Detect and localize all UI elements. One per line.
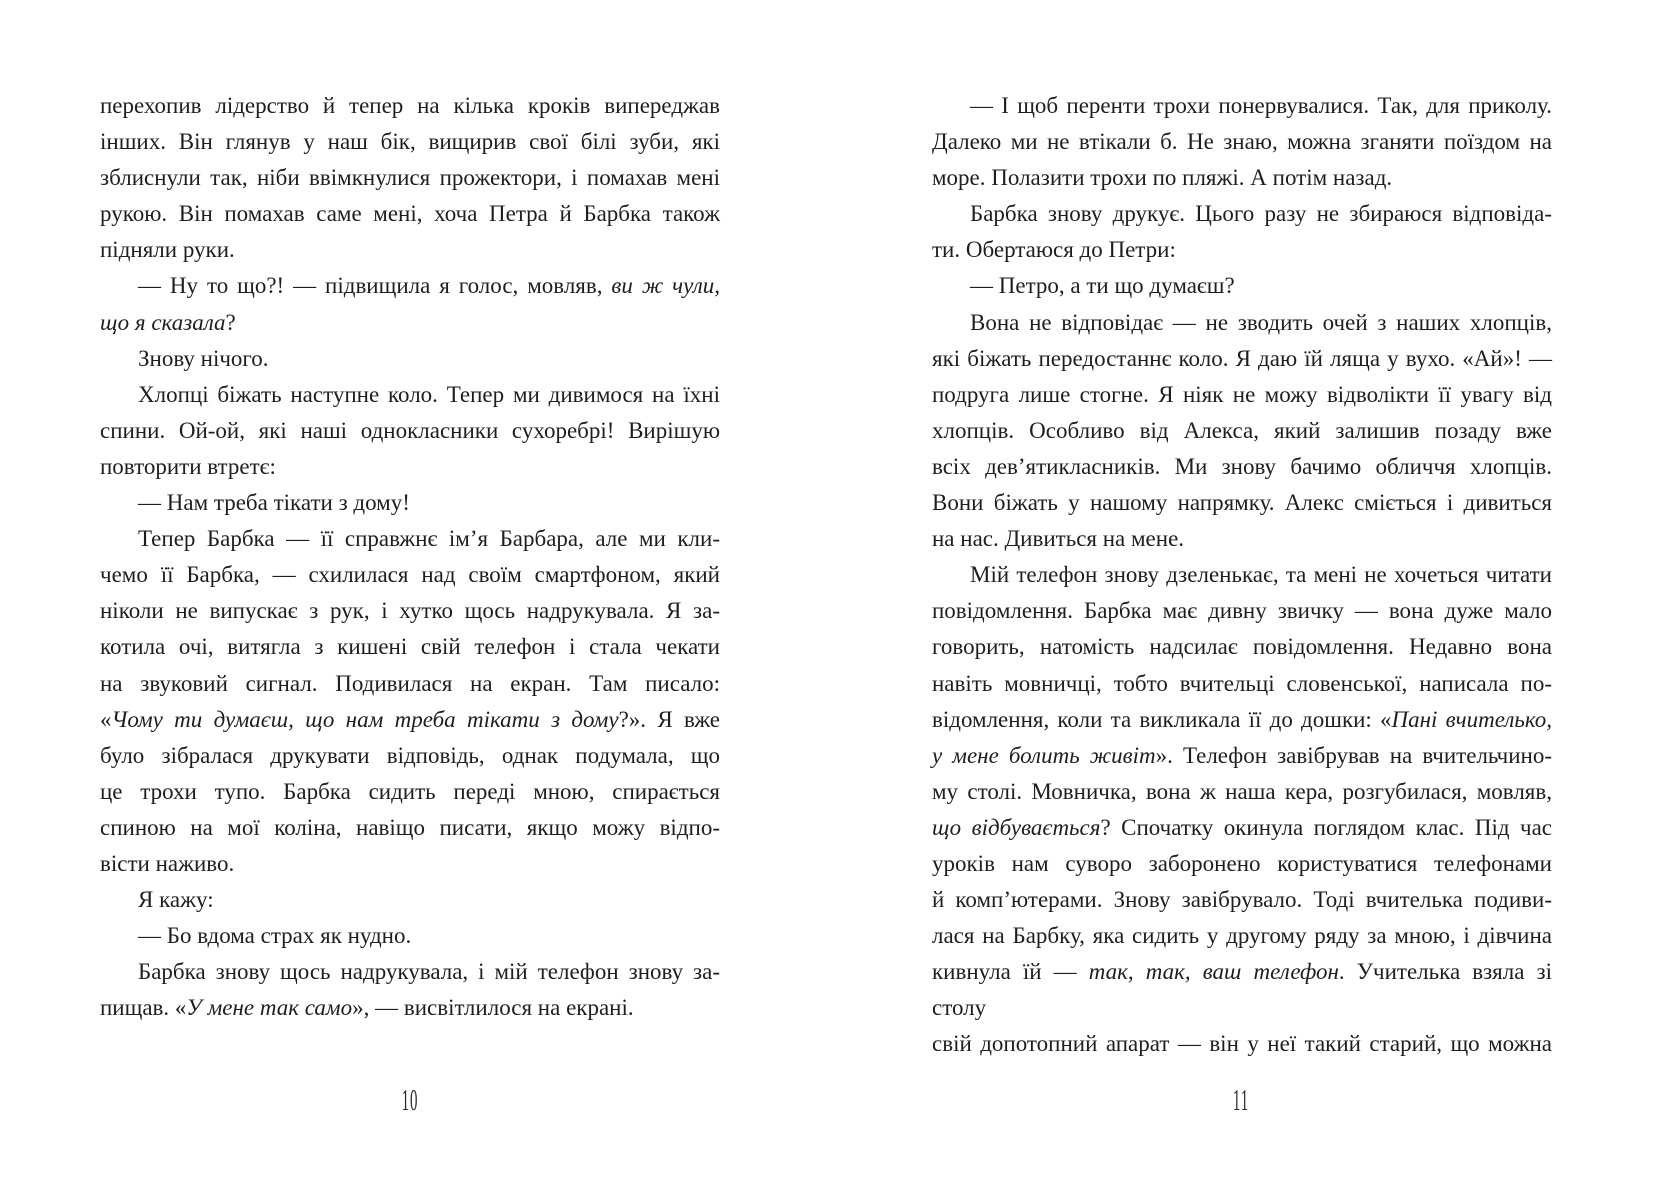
italic-text-run: Пані вчителько, [1391, 706, 1552, 732]
text-line [100, 882, 720, 918]
text-line [100, 629, 720, 665]
text-line [100, 810, 720, 846]
text-run: лася на Барбку, яка сидить у другому ряду за мною, і дівчина [932, 923, 1552, 949]
text-run: перехопив лідерство й тепер на кілька кроків випереджав [100, 93, 720, 118]
text-run: ? Спочатку окинула поглядом клас. Під час [1100, 814, 1553, 840]
italic-text-run: так, так, ваш телефон [1088, 959, 1339, 985]
text-run: — Нам треба тікати з дому! [138, 490, 410, 516]
text-run: Тепер Барбка — її справжнє ім’я Барбара, але ми кли- [138, 526, 720, 552]
text-run: це трохи тупо. Барбка сидить переді мною, спирається [100, 778, 720, 804]
text-line [932, 124, 1552, 160]
text-line [100, 268, 720, 304]
text-run: му столі. Мовничка, вона ж наша кера, розгубилася, мовляв, [932, 778, 1552, 804]
text-run: свій допотопний апарат — він у неї такий старий, що можна [932, 1031, 1552, 1057]
text-run: Я кажу: [138, 887, 214, 913]
italic-text-run: що я сказала [100, 309, 226, 335]
text-line [932, 702, 1552, 738]
text-line [100, 413, 720, 449]
text-run: чемо її Барбка, — схилилася над своїм смартфоном, який [100, 562, 720, 588]
text-run: спини. Ой-ой, які наші однокласники сухоребрі! Вирішую [100, 417, 720, 443]
text-run: ? [225, 309, 236, 335]
text-line [932, 738, 1552, 774]
text-line [100, 485, 720, 521]
text-run: всіх дев’ятикласників. Ми знову бачимо обличчя хлопців. [932, 453, 1552, 479]
text-line [100, 449, 720, 485]
text-line [932, 88, 1552, 124]
text-line [932, 521, 1552, 557]
text-run: Вони біжать у нашому напрямку. Алекс сміється і дивиться [932, 490, 1552, 516]
text-run: відомлення, коли та викликала її до дошки: « [932, 706, 1392, 732]
text-run: повідомлення. Барбка має дивну звичку — вона дуже мало [932, 598, 1552, 624]
text-run: говорить, натомість надсилає повідомлення. Недавно вона [932, 634, 1552, 660]
text-run: Барбка знову друкує. Цього разу не збираюся відповіда- [970, 201, 1552, 227]
book-page-right [932, 88, 1552, 1063]
text-line [100, 990, 720, 1026]
text-run: на звуковий сигнал. Подивилася на екран. Там писало: [100, 670, 720, 696]
text-line [100, 918, 720, 954]
text-run: ?». Я вже [618, 706, 720, 732]
text-line [932, 160, 1552, 196]
text-line [100, 341, 720, 377]
text-run: « [100, 706, 112, 732]
italic-text-run: ви ж чули, [611, 273, 720, 299]
text-line [100, 377, 720, 413]
text-line [100, 160, 720, 196]
text-line [100, 88, 720, 124]
text-run: — Бо вдома страх як нудно. [138, 923, 412, 949]
text-run: . Учителька взяла зі столу [932, 959, 1552, 1021]
text-run: на нас. Дивиться на мене. [932, 526, 1185, 552]
text-line [932, 1026, 1552, 1062]
text-run: ніколи не випускає з рук, і хутко щось надрукувала. Я за- [100, 598, 720, 624]
text-run: зблиснули так, ніби ввімкнулися прожектори, і помахав мені [100, 165, 720, 191]
text-run: навіть мовничці, тобто вчительці словенської, написала по- [932, 670, 1552, 696]
text-run: підняли руки. [100, 237, 235, 263]
text-line [932, 341, 1552, 377]
text-line [100, 666, 720, 702]
text-line [100, 593, 720, 629]
text-run: було зібралася друкувати відповідь, однак подумала, що [100, 742, 720, 768]
text-run: — Петро, а ти що думаєш? [970, 273, 1235, 299]
text-run: море. Полазити трохи по пляжі. А потім назад. [932, 165, 1393, 191]
italic-text-run: Чому ти думаєш, що нам треба тікати з дому [111, 706, 619, 732]
page-number-left: 10 [401, 1082, 419, 1117]
text-run: ти. Обертаюся до Петри: [932, 237, 1176, 263]
text-line [932, 954, 1552, 1026]
text-line [932, 268, 1552, 304]
text-run: — І щоб перенти трохи понервувалися. Так, для приколу. [970, 93, 1552, 118]
text-line [932, 666, 1552, 702]
text-run: подруга лише стогне. Я ніяк не можу відволікти її увагу від [932, 381, 1552, 407]
text-run: уроків нам суворо заборонено користуватися телефонами [932, 850, 1552, 876]
text-run: які біжать передостаннє коло. Я даю їй ляща у вухо. «Ай»! — [932, 345, 1552, 371]
text-run: спиною на мої коліна, навіщо писати, якщо можу відпо- [100, 814, 720, 840]
text-line [932, 232, 1552, 268]
text-run: котила очі, витягла з кишені свій телефон і стала чекати [100, 634, 720, 660]
text-line [932, 196, 1552, 232]
text-line [932, 810, 1552, 846]
text-line [100, 738, 720, 774]
text-run: кивнула їй — [932, 959, 1089, 985]
text-line [100, 954, 720, 990]
text-line [100, 196, 720, 232]
text-run: Вона не відповідає — не зводить очей з наших хлопців, [970, 309, 1552, 335]
text-line [932, 377, 1552, 413]
text-line [932, 882, 1552, 918]
text-line [932, 449, 1552, 485]
text-line [932, 593, 1552, 629]
text-line [100, 846, 720, 882]
text-run: — Ну то що?! — підвищила я голос, мовляв, [138, 273, 612, 299]
text-run: », — висвітлилося на екрані. [352, 995, 634, 1021]
text-run: Знову нічого. [138, 345, 269, 371]
text-line [932, 305, 1552, 341]
text-run: Хлопці біжать наступне коло. Тепер ми дивимося на їхні [138, 381, 720, 407]
text-line [100, 305, 720, 341]
text-line [932, 629, 1552, 665]
text-run: хлопців. Особливо від Алекса, який залишив позаду вже [932, 417, 1552, 443]
text-line [932, 485, 1552, 521]
text-run: пищав. « [100, 995, 187, 1021]
text-line [932, 918, 1552, 954]
text-line [100, 521, 720, 557]
text-line [100, 124, 720, 160]
text-run: рукою. Він помахав саме мені, хоча Петра й Барбка також [100, 201, 720, 227]
text-line [100, 232, 720, 268]
text-run: Мій телефон знову дзеленькає, та мені не хочеться читати [970, 562, 1552, 588]
italic-text-run: що відбувається [932, 814, 1101, 840]
text-line [932, 557, 1552, 593]
text-run: Барбка знову щось надрукувала, і мій телефон знову за- [138, 959, 720, 985]
text-run: Далеко ми не втікали б. Не знаю, можна зганяти поїздом на [932, 129, 1552, 155]
text-run: вісти наживо. [100, 850, 235, 876]
book-page-left [100, 88, 720, 1026]
text-line [100, 702, 720, 738]
text-line [932, 774, 1552, 810]
text-run: ». Телефон завібрував на вчительчино- [1155, 742, 1553, 768]
text-line [932, 846, 1552, 882]
text-line [932, 413, 1552, 449]
page-number-right: 11 [1232, 1082, 1250, 1117]
italic-text-run: У мене так само [186, 995, 353, 1021]
text-line [100, 557, 720, 593]
text-run: інших. Він глянув у наш бік, вищирив свої білі зуби, які [100, 129, 720, 155]
text-run: повторити втретє: [100, 453, 276, 479]
italic-text-run: у мене болить живіт [932, 742, 1156, 768]
text-run: й комп’ютерами. Знову завібрувало. Тоді вчителька подиви- [932, 887, 1552, 913]
text-line [100, 774, 720, 810]
